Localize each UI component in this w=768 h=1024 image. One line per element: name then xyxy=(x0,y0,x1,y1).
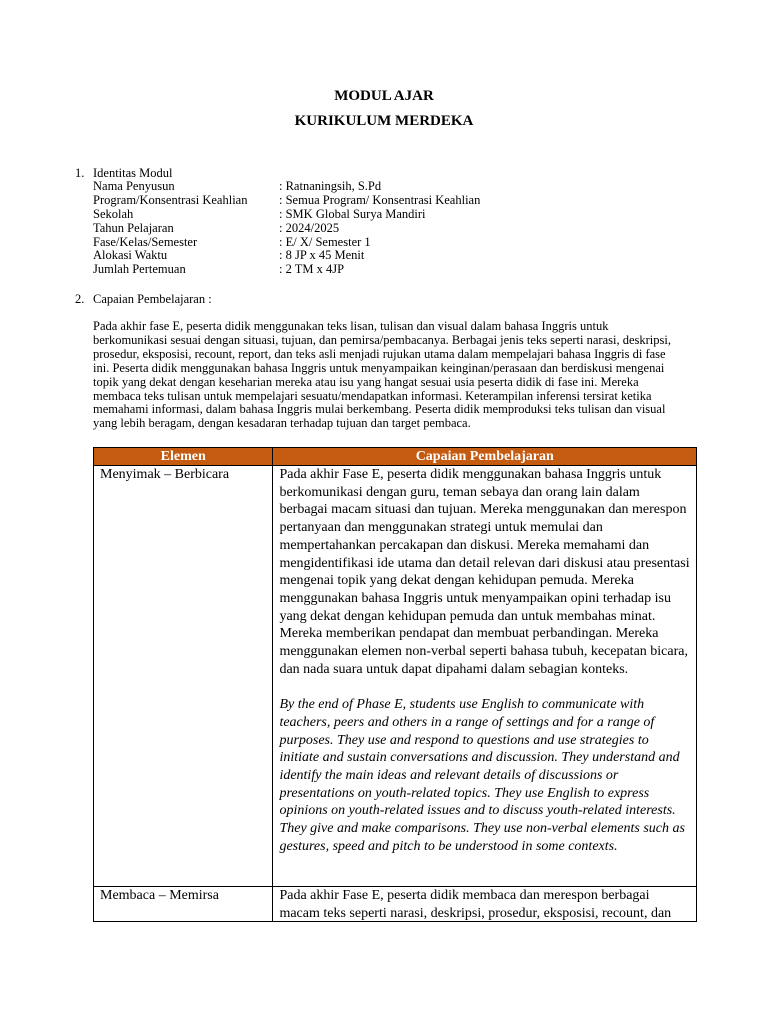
doc-subtitle: KURIKULUM MERDEKA xyxy=(294,113,474,129)
identity-label: Program/Konsentrasi Keahlian xyxy=(93,192,248,207)
identity-label: Fase/Kelas/Semester xyxy=(93,234,198,249)
identity-value: : E/ X/ Semester 1 xyxy=(279,234,371,249)
cell-capaian xyxy=(273,466,697,887)
cell-elemen: Menyimak – Berbicara xyxy=(94,466,273,887)
capaian-text-id: Pada akhir Fase E, peserta didik membaca dan merespon berbagai macam teks seperti narasi, deskripsi, prosedur, eksposisi, recount, dan xyxy=(279,888,672,921)
capaian-table xyxy=(93,447,697,922)
table-header-row xyxy=(94,448,697,466)
identity-label: Jumlah Pertemuan xyxy=(93,262,186,277)
identity-value: : 2 TM x 4JP xyxy=(279,262,345,277)
identity-value: : 2024/2025 xyxy=(279,220,340,235)
doc-title: MODUL AJAR xyxy=(334,88,434,104)
cell-elemen: Membaca – Memirsa xyxy=(94,887,273,922)
capaian-text-en: By the end of Phase E, students use English to communicate with teachers, peers and others in a range of settings and for a range of purposes. They use and respond to questions and use strategies to initiate and sustain conversations and discussion. They understand and identify the main ideas and relevant details of discussions or presentations on youth-related topics. They use English to express opinions on youth-related issues and to discuss youth-related interests. They give and make comparisons. They use non-verbal elements such as gestures, speed and pitch to be understood in some contexts. xyxy=(279,697,685,854)
identity-value: : Semua Program/ Konsentrasi Keahlian xyxy=(279,192,481,207)
identity-value: : Ratnaningsih, S.Pd xyxy=(279,179,382,193)
identity-label: Nama Penyusun xyxy=(93,179,175,193)
identity-label: Tahun Pelajaran xyxy=(93,220,174,235)
header-elemen: Elemen xyxy=(94,448,273,466)
capaian-paragraph xyxy=(93,320,683,431)
table-row xyxy=(94,466,697,887)
paragraph-text: Pada akhir fase E, peserta didik menggunakan teks lisan, tulisan dan visual dalam bahasa Inggris untuk berkomunikasi sesuai dengan situasi, tujuan, dan pemirsa/pembacanya. Berbagai jenis teks seperti narasi, deskripsi, prosedur, eksposisi, recount, report, dan teks asli menjadi rujukan utama dalam mempelajari bahasa Inggris di fase ini. Peserta didik menggunakan bahasa Inggris untuk menyampaikan keinginan/perasaan dan berdiskusi mengenai topik yang dekat dengan keseharian mereka atau isu yang hangat sesuai usia peserta didik di fase ini. Mereka membaca teks tulisan untuk mempelajari sesuatu/mendapatkan informasi. Keterampilan inferensi tersirat ketika memahami informasi, dalam bahasa Inggris mulai berkembang. Peserta didik memproduksi teks tulisan dan visual yang lebih beragam, dengan kesadaran terhadap tujuan dan target pembaca. xyxy=(93,319,671,431)
cell-capaian xyxy=(273,887,697,922)
section-number: 2. xyxy=(75,292,85,306)
identity-value: : SMK Global Surya Mandiri xyxy=(279,206,426,221)
identity-label: Sekolah xyxy=(93,206,134,221)
capaian-text-id: Pada akhir Fase E, peserta didik menggunakan bahasa Inggris untuk berkomunikasi dengan guru, teman sebaya dan orang lain dalam berbagai macam situasi dan tujuan. Mereka menggunakan dan merespon pertanyaan dan menggunakan strategi untuk memulai dan mempertahankan percakapan dan diskusi. Mereka memahami dan mengidentifikasi ide utama dan detail relevan dari diskusi atau presentasi mengenai topik yang dekat dengan kehidupan pemuda. Mereka menggunakan bahasa Inggris untuk menyampaikan opini terhadap isu yang dekat dengan kehidupan pemuda dan untuk membahas minat. Mereka memberikan pendapat dan membuat perbandingan. Mereka menggunakan elemen non-verbal seperti bahasa tubuh, kecepatan bicara, dan nada suara untuk dapat dipahami dalam sebagian konteks. xyxy=(279,467,690,677)
identity-value: : 8 JP x 45 Menit xyxy=(279,248,365,263)
table-row xyxy=(94,887,697,922)
section-heading: Identitas Modul xyxy=(93,166,173,180)
section-heading: Capaian Pembelajaran : xyxy=(93,292,212,306)
identity-label: Alokasi Waktu xyxy=(93,248,168,263)
header-capaian: Capaian Pembelajaran xyxy=(273,448,697,466)
section-number: 1. xyxy=(75,166,85,180)
